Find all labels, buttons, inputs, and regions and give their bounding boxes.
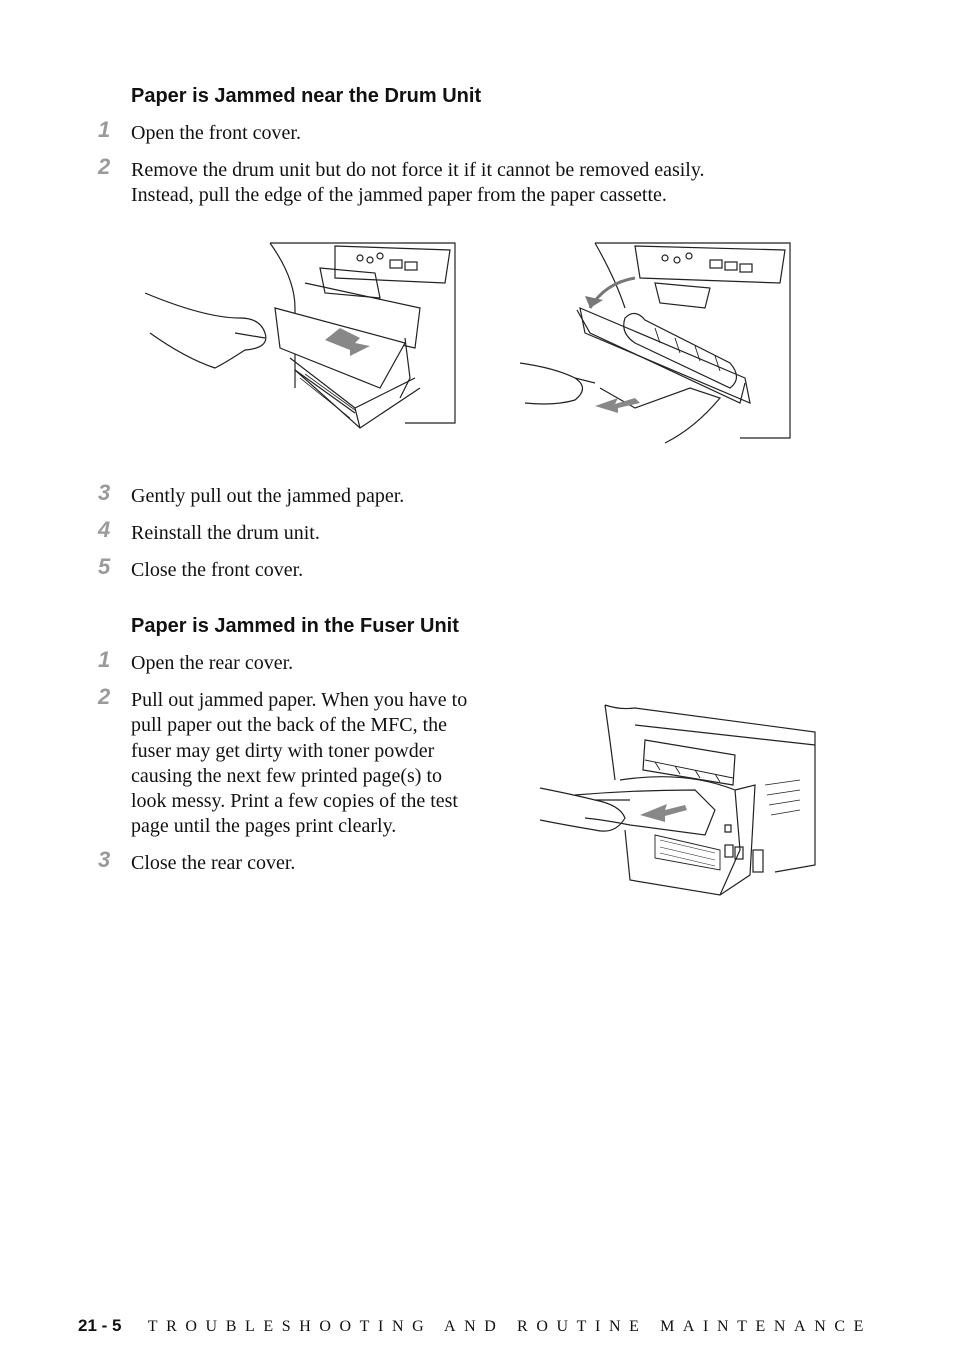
step-number: 2 <box>98 154 111 179</box>
step-number: 3 <box>98 847 111 872</box>
step-number: 1 <box>98 647 111 672</box>
step-number: 1 <box>98 117 111 142</box>
section-heading-fuser-unit: Paper is Jammed in the Fuser Unit <box>131 615 459 637</box>
step-text: Open the front cover. <box>131 122 301 144</box>
step-number: 3 <box>98 480 111 505</box>
step-text: Close the front cover. <box>131 559 304 581</box>
page-number: 21 - 5 <box>78 1316 122 1335</box>
rear-cover-jam-illustration <box>535 700 820 905</box>
paper-cassette-jam-illustration <box>145 238 457 438</box>
step-number: 2 <box>98 684 111 709</box>
step-text: Reinstall the drum unit. <box>131 522 320 544</box>
step-number: 5 <box>98 554 111 579</box>
step-text: Gently pull out the jammed paper. <box>131 485 405 507</box>
step-text: Remove the drum unit but do not force it if it cannot be removed easily. Instead, pull the edge of the jammed paper from the paper cassette. <box>131 159 705 207</box>
step-text: Pull out jammed paper. When you have to pull paper out the back of the MFC, the fuser may get dirty with toner powder causing the next few printed page(s) to look messy. Print a few copies of the test page until the pages print clearly. <box>131 689 468 838</box>
page-footer <box>78 1316 872 1336</box>
step-number: 4 <box>98 517 111 542</box>
section-heading-drum-unit: Paper is Jammed near the Drum Unit <box>131 85 482 107</box>
chapter-title: TROUBLESHOOTING AND ROUTINE MAINTENANCE <box>147 1318 872 1335</box>
step-text: Open the rear cover. <box>131 652 294 674</box>
step-text: Close the rear cover. <box>131 852 296 874</box>
drum-unit-jam-illustration <box>515 238 793 450</box>
